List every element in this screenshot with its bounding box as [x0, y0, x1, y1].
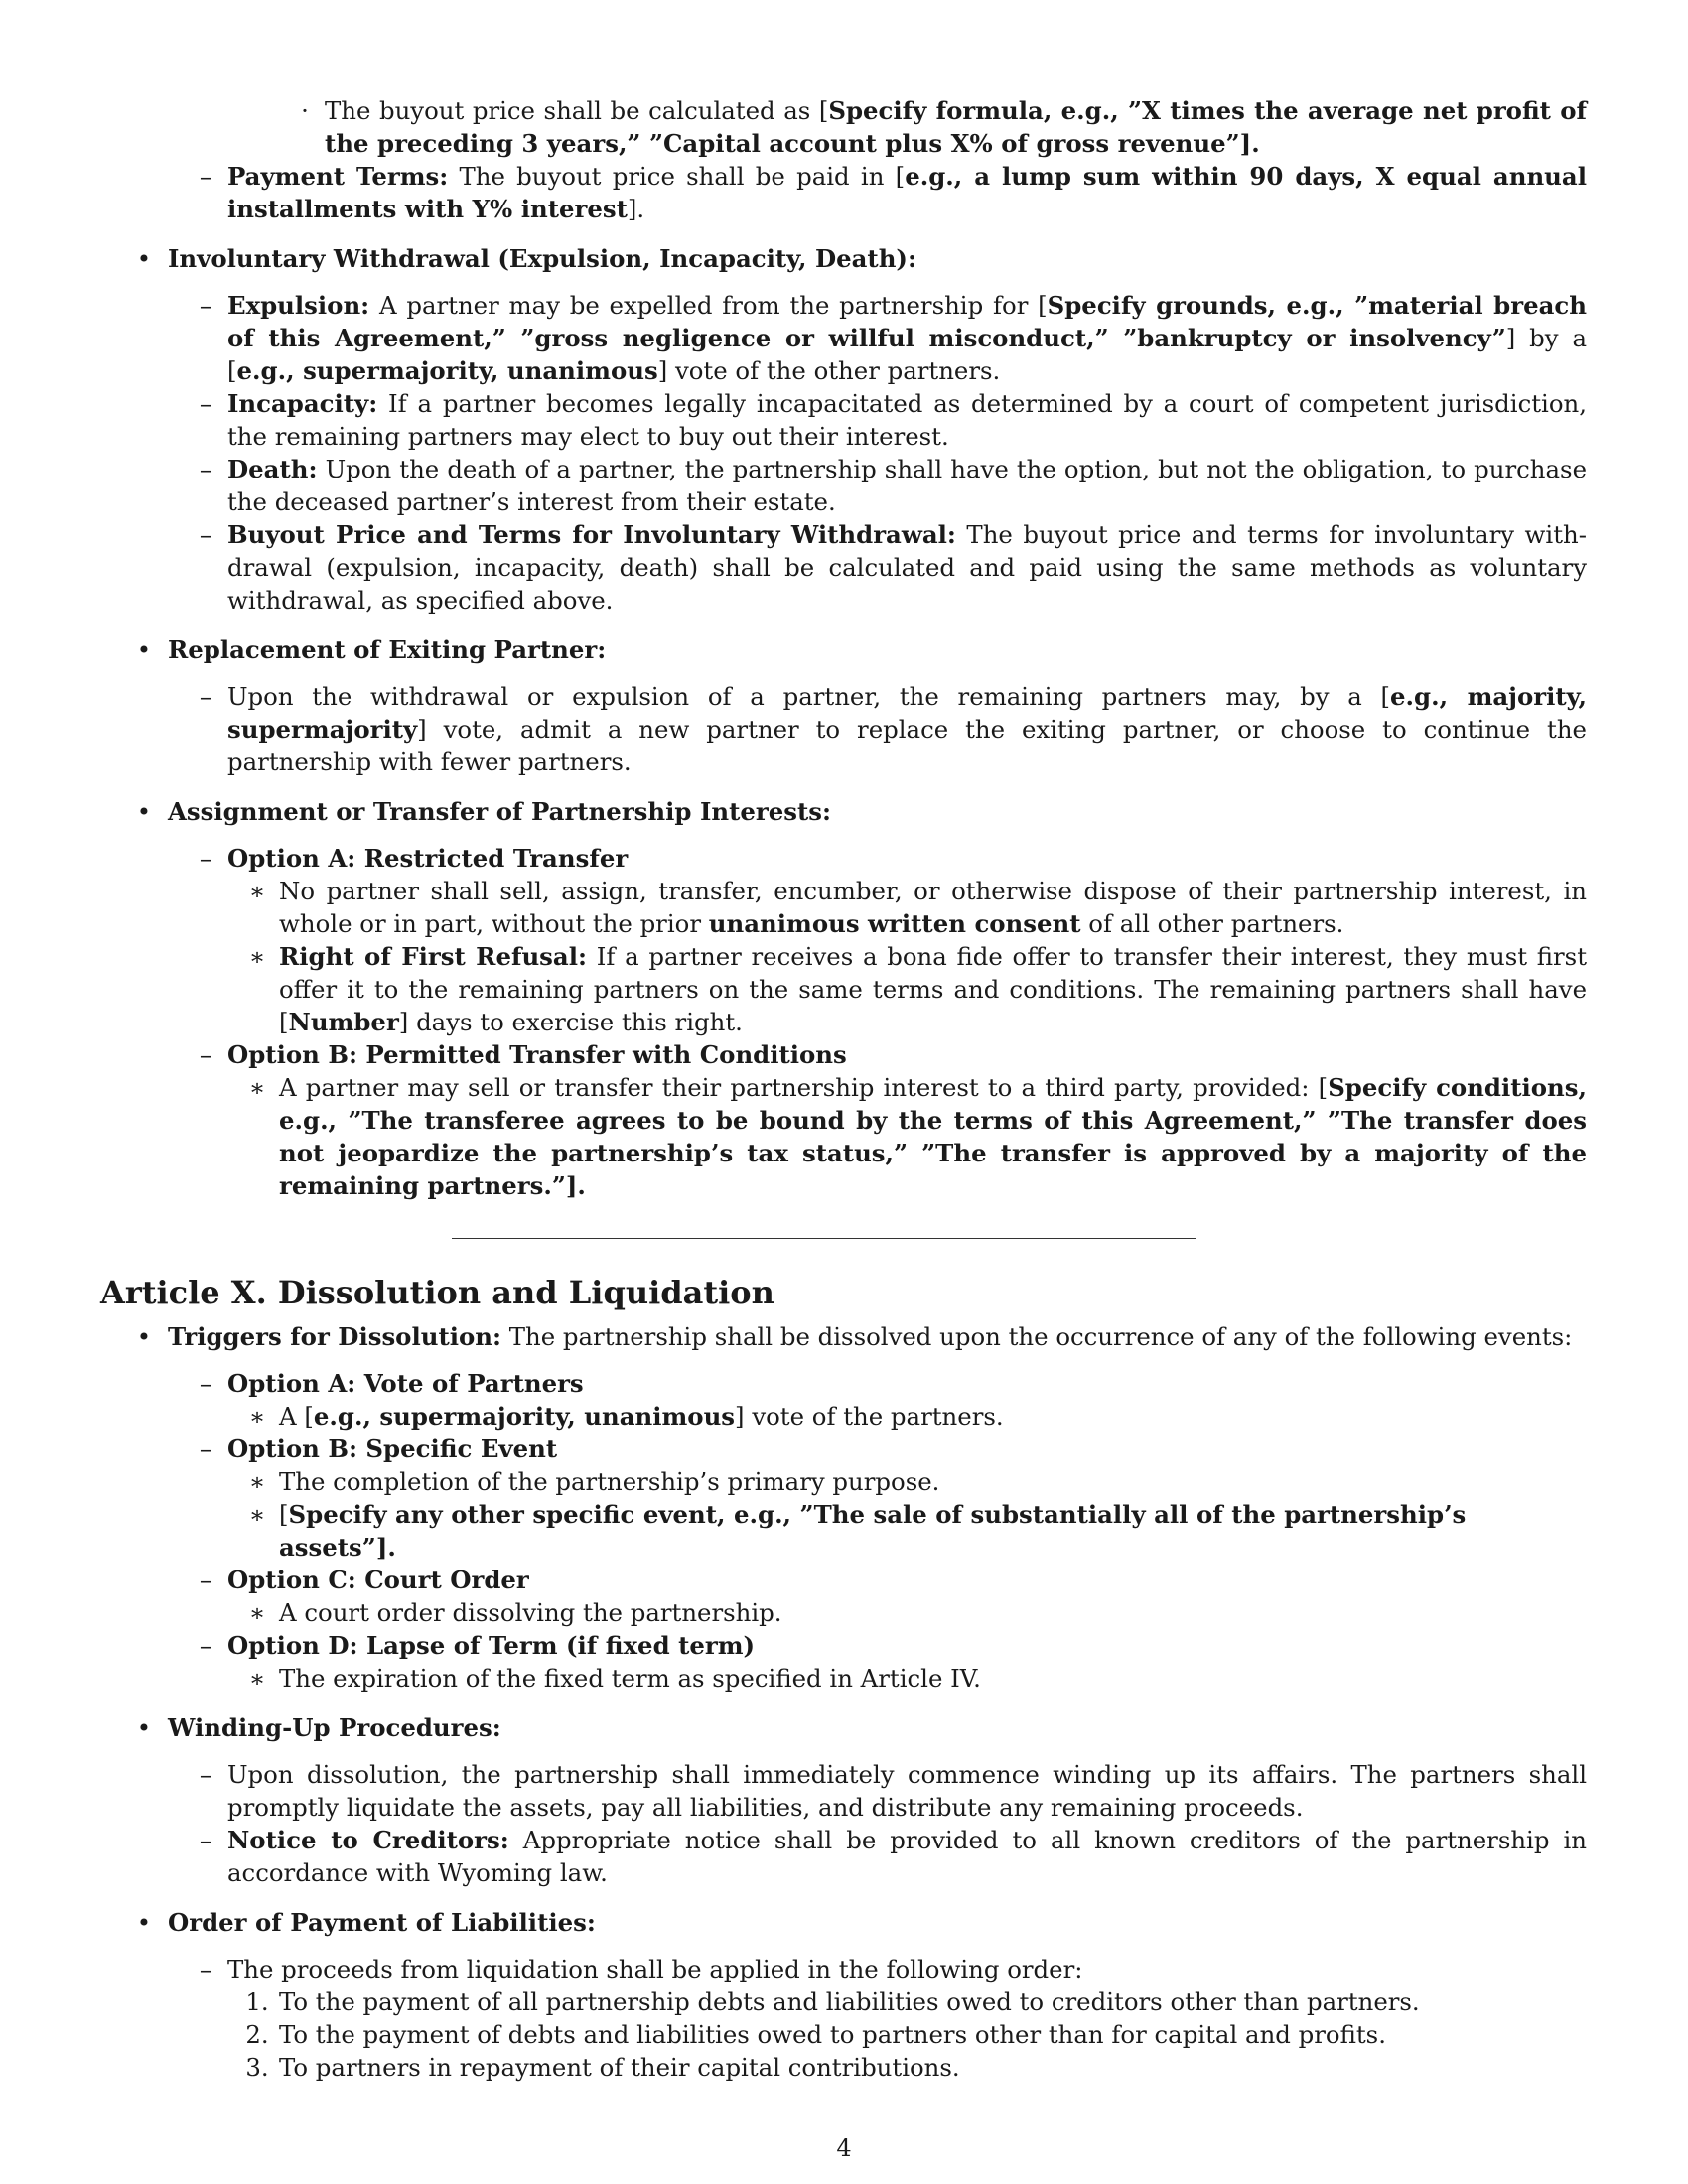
list-item-text: Upon the withdrawal or expulsion of a partner, the remaining partners may, by a [	[227, 682, 1391, 711]
list-item	[100, 1071, 1587, 1202]
list-marker: –	[199, 1369, 212, 1398]
list-marker: ∗	[248, 942, 266, 971]
list-marker: ∗	[248, 1598, 266, 1627]
list-item	[100, 289, 1587, 387]
list-item	[100, 1824, 1587, 1889]
list-number: 2.	[245, 2020, 269, 2049]
list-item-text: The buyout price and terms for involuntary withdrawal (expulsion, incapacity, death) shall be calculated and paid using the same methods as voluntary withdrawal, as specified above.	[227, 520, 1587, 614]
list-marker: –	[199, 844, 212, 873]
list-item	[100, 1758, 1587, 1824]
list-marker: ∗	[248, 877, 266, 905]
list-item	[100, 1662, 1587, 1695]
section-item	[100, 633, 1587, 666]
placeholder-text: Number	[288, 1008, 399, 1036]
numbered-item	[100, 1985, 1587, 2018]
list-item-text: Upon dissolution, the partnership shall immediately commence winding up its affairs. The partners shall promptly liquidate the assets, pay all liabilities, and distribute any remaining proceeds.	[227, 1760, 1587, 1822]
page-number: 4	[836, 2134, 852, 2162]
list-marker: –	[199, 455, 212, 483]
list-item-text: [	[279, 1500, 289, 1529]
list-item-text: The expiration of the fixed term as specified in Article IV.	[279, 1664, 981, 1693]
list-item-text: Appropriate notice shall be provided to all known creditors of the partnership in accordance with Wyoming law.	[227, 1826, 1587, 1887]
item-label: Right of First Refusal:	[279, 942, 587, 971]
list-item	[100, 1953, 1587, 1985]
document-page	[100, 94, 1587, 2084]
list-marker: –	[199, 1040, 212, 1069]
list-item	[100, 940, 1587, 1038]
list-item	[100, 1596, 1587, 1629]
list-marker: –	[199, 1434, 212, 1463]
list-item	[100, 1465, 1587, 1498]
list-item-text: A partner may sell or transfer their partnership interest to a third party, provided: [	[279, 1073, 1329, 1102]
list-item-text: A [	[279, 1402, 314, 1431]
list-marker: –	[199, 1955, 212, 1983]
list-marker: •	[136, 1908, 152, 1937]
article-heading: Article X. Dissolution and Liquidation	[100, 1274, 774, 1311]
list-item-text: No partner shall sell, assign, transfer, encumber, or otherwise dispose of their partnership interest, in whole or in part, without the prior	[279, 877, 1587, 938]
option-label: Option D: Lapse of Term (if fixed term)	[227, 1631, 756, 1660]
list-item-text: ] days to exercise this right.	[398, 1008, 743, 1036]
option-item	[100, 1629, 1587, 1662]
placeholder-text: Specify conditions, e.g., ”The transferee agrees to be bound by the terms of this Agreement,” ”The transfer does not jeopardize the partnership’s tax status,” ”The transfer is approved by a majority of the remaining partners.”].	[279, 1073, 1587, 1200]
list-marker: •	[136, 635, 152, 664]
list-item-text: ] vote of the partners.	[735, 1402, 1004, 1431]
placeholder-text: e.g., majority, supermajority	[227, 682, 1587, 744]
numbered-item	[100, 2018, 1587, 2051]
option-label: Option B: Specific Event	[227, 1434, 558, 1463]
list-marker: –	[199, 1826, 212, 1854]
placeholder-text: e.g., supermajority, unanimous	[236, 356, 658, 385]
list-marker: –	[199, 291, 212, 320]
list-item-text: ] vote of the other partners.	[657, 356, 1001, 385]
list-marker: ∗	[248, 1402, 266, 1431]
list-item	[100, 160, 1587, 225]
section-item	[100, 795, 1587, 828]
section-heading: Triggers for Dissolution:	[168, 1322, 501, 1351]
list-item-text: To the payment of all partnership debts and liabilities owed to creditors other than partners.	[279, 1987, 1420, 2016]
list-item	[100, 680, 1587, 778]
option-item	[100, 1367, 1587, 1400]
list-number: 1.	[245, 1987, 269, 2016]
item-label: Buyout Price and Terms for Involuntary Withdrawal:	[227, 520, 956, 549]
list-item-text: The proceeds from liquidation shall be applied in the following order:	[227, 1955, 1083, 1983]
list-marker: •	[136, 1713, 152, 1742]
list-marker: –	[199, 682, 212, 711]
list-marker: •	[136, 797, 152, 826]
list-marker: –	[199, 1566, 212, 1594]
option-item	[100, 842, 1587, 875]
section-heading: Winding-Up Procedures:	[168, 1713, 501, 1742]
section-heading: Assignment or Transfer of Partnership Interests:	[168, 797, 831, 826]
list-marker: •	[136, 1322, 152, 1351]
list-item-text: If a partner becomes legally incapacitated as determined by a court of competent jurisdiction, the remaining partners may elect to buy out their interest.	[227, 389, 1587, 451]
item-label: Notice to Creditors:	[227, 1826, 509, 1854]
list-item-text: The buyout price shall be calculated as [	[325, 96, 829, 125]
numbered-item	[100, 2051, 1587, 2084]
list-marker: –	[199, 520, 212, 549]
list-item	[100, 387, 1587, 453]
emphasis-text: unanimous written consent	[708, 909, 1081, 938]
list-marker: ·	[301, 96, 309, 125]
list-marker: –	[199, 1631, 212, 1660]
option-label: Option C: Court Order	[227, 1566, 529, 1594]
section-item	[100, 242, 1587, 275]
list-number: 3.	[245, 2053, 269, 2082]
section-heading: Order of Payment of Liabilities:	[168, 1908, 596, 1937]
list-item-text: The buyout price shall be paid in [	[448, 162, 906, 191]
option-item	[100, 1038, 1587, 1071]
placeholder-text: Specify any other specific event, e.g., ”The sale of substantially all of the partnership’s assets”].	[279, 1500, 1467, 1562]
item-label: Incapacity:	[227, 389, 378, 418]
placeholder-text: Specify grounds, e.g., ”material breach of this Agreement,” ”gross negligence or willful misconduct,” ”bankruptcy or insolvency”	[227, 291, 1587, 352]
list-marker: –	[199, 162, 212, 191]
list-item-text: The completion of the partnership’s primary purpose.	[279, 1467, 940, 1496]
list-item-text: To the payment of debts and liabilities owed to partners other than for capital and profits.	[279, 2020, 1386, 2049]
list-item	[100, 875, 1587, 940]
item-label: Payment Terms:	[227, 162, 449, 191]
list-item	[100, 453, 1587, 518]
list-item	[100, 518, 1587, 616]
list-marker: –	[199, 389, 212, 418]
option-label: Option B: Permitted Transfer with Conditions	[227, 1040, 847, 1069]
item-label: Death:	[227, 455, 318, 483]
section-item	[100, 1711, 1587, 1744]
list-item-text: Upon the death of a partner, the partnership shall have the option, but not the obligation, to purchase the deceased partner’s interest from their estate.	[227, 455, 1587, 516]
list-item-text: ] by a [	[227, 324, 1587, 385]
section-item	[100, 1320, 1587, 1353]
section-heading: Replacement of Exiting Partner:	[168, 635, 607, 664]
placeholder-text: e.g., supermajority, unanimous	[313, 1402, 736, 1431]
list-marker: ∗	[248, 1073, 266, 1102]
list-item-text: A partner may be expelled from the partnership for [	[369, 291, 1048, 320]
list-marker: ∗	[248, 1500, 266, 1529]
item-label: Expulsion:	[227, 291, 370, 320]
option-item	[100, 1564, 1587, 1596]
list-item-text: The partnership shall be dissolved upon the occurrence of any of the following events:	[500, 1322, 1573, 1351]
list-item-text: To partners in repayment of their capital contributions.	[279, 2053, 960, 2082]
list-item-text: If a partner receives a bona fide offer to transfer their interest, they must first offer it to the remaining partners on the same terms and conditions. The remaining partners shall have [	[279, 942, 1587, 1036]
section-item	[100, 1906, 1587, 1939]
section-heading: Involuntary Withdrawal (Expulsion, Incapacity, Death):	[168, 244, 916, 273]
list-item-text: of all other partners.	[1080, 909, 1344, 938]
list-item	[100, 1498, 1587, 1564]
list-marker: •	[136, 244, 152, 273]
list-marker: ∗	[248, 1467, 266, 1496]
option-label: Option A: Vote of Partners	[227, 1369, 584, 1398]
placeholder-text: e.g., a lump sum within 90 days, X equal annual installments with Y% interest	[227, 162, 1587, 223]
list-item-text: A court order dissolving the partnership.	[279, 1598, 782, 1627]
list-marker: ∗	[248, 1664, 266, 1693]
placeholder-text: Specify formula, e.g., ”X times the average net profit of the preceding 3 years,” ”Capital account plus X% of gross revenue”].	[325, 96, 1588, 158]
list-item	[100, 1400, 1587, 1433]
list-item-text: ] vote, admit a new partner to replace the exiting partner, or choose to continue the partnership with fewer partners.	[227, 715, 1587, 776]
list-item	[100, 94, 1587, 160]
option-label: Option A: Restricted Transfer	[227, 844, 629, 873]
section-divider	[452, 1238, 1196, 1239]
list-marker: –	[199, 1760, 212, 1789]
option-item	[100, 1433, 1587, 1465]
list-item-text: ].	[627, 195, 645, 223]
